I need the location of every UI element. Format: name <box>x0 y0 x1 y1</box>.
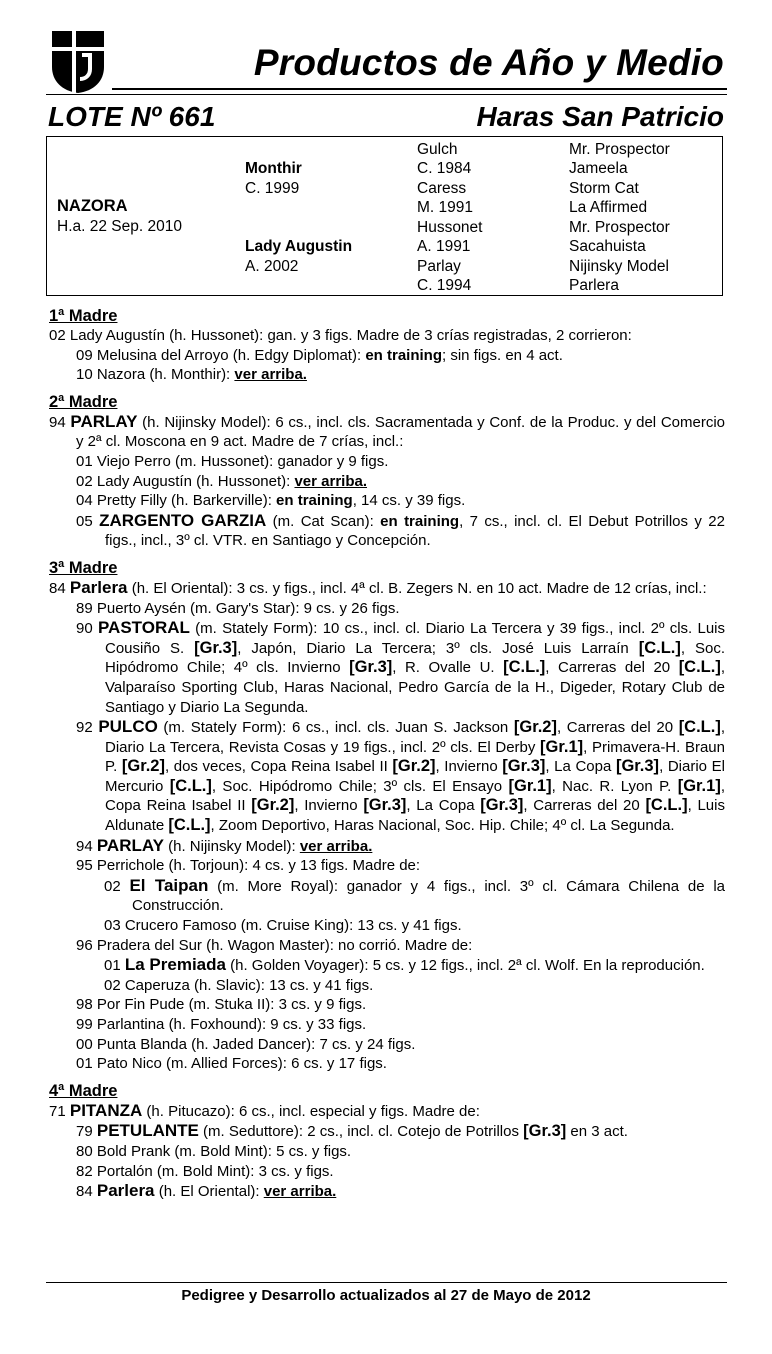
produce-entry: 04 Pretty Filly (h. Barkerville): en training, 14 cs. y 39 figs. <box>76 492 466 510</box>
produce-entry: 98 Por Fin Pude (m. Stuka II): 3 cs. y 9 figs. <box>76 996 367 1014</box>
produce-entry: 95 Perrichole (h. Torjoun): 4 cs. y 13 figs. Madre de: <box>76 857 421 875</box>
great-grandparent: Jameela <box>569 160 628 177</box>
title-rule-thin <box>46 94 727 95</box>
produce-entry: 89 Puerto Aysén (m. Gary's Star): 9 cs. y 26 figs. <box>76 599 400 617</box>
pedigree-table <box>46 136 723 296</box>
grandparent-info: C. 1984 <box>417 160 472 177</box>
family-section <box>49 306 725 1202</box>
produce-entry: 01 Viejo Perro (m. Hussonet): ganador y 9 figs. <box>76 452 389 470</box>
great-grandparent: Sacahuista <box>569 238 646 255</box>
produce-entry: 00 Punta Blanda (h. Jaded Dancer): 7 cs. y 24 figs. <box>76 1035 416 1053</box>
great-grandparent: La Affirmed <box>569 199 648 216</box>
produce-entry: 99 Parlantina (h. Foxhound): 9 cs. y 33 figs. <box>76 1016 367 1033</box>
grand-produce-entry: 02 El Taipan (m. More Royal): ganador y 4 figs., incl. 3º cl. Cámara Chilena de la Construcción. <box>104 875 725 915</box>
grand-produce-entry: 02 Caperuza (h. Slavic): 13 cs. y 41 figs. <box>104 976 374 994</box>
grandparent-name: Caress <box>417 180 467 197</box>
footer-note: Pedigree y Desarrollo actualizados al 27 de Mayo de 2012 <box>181 1287 591 1304</box>
produce-entry: 01 Pato Nico (m. Allied Forces): 6 cs. y 17 figs. <box>76 1055 387 1073</box>
dam-entry: 84 Parlera (h. El Oriental): 3 cs. y figs., incl. 4ª cl. B. Zegers N. en 10 act. Madre de 12 crías, incl.: <box>49 577 707 597</box>
great-grandparent: Mr. Prospector <box>569 219 670 236</box>
grandparent-info: C. 1994 <box>417 277 472 294</box>
fourth-dam-heading: 4ª Madre <box>49 1081 118 1100</box>
produce-entry: 80 Bold Prank (m. Bold Mint): 5 cs. y figs. <box>76 1142 352 1160</box>
haras-logo-icon <box>46 27 110 95</box>
produce-entry: 84 Parlera (h. El Oriental): ver arriba. <box>76 1181 337 1201</box>
produce-entry: 92 PULCO (m. Stately Form): 6 cs., incl. cls. Juan S. Jackson [Gr.2], Carreras del 20 [C.L.], Diario La Tercera, Revista Cosas y 19 figs., incl. 2º cls. El Derby [Gr.1], Primavera-H. Braun P. [Gr.2], dos veces, Copa Reina Isabel II [Gr.2], Invierno [Gr.3], La Copa [Gr.3], Diario El Mercurio [C.L.], Soc. Hipódromo Chile; 3º cls. El Ensayo [Gr.1], Nac. R. Lyon P. [Gr.1], Copa Reina Isabel II [Gr.2], Invierno [Gr.3], La Copa [Gr.3], Carreras del 20 [C.L.], Luis Aldunate [C.L.], Zoom Deportivo, Haras Nacional, Soc. Hip. Chile; 4º cl. La Segunda. <box>76 717 726 835</box>
great-grandparent: Mr. Prospector <box>569 141 670 158</box>
produce-entry: 05 ZARGENTO GARZIA (m. Cat Scan): en training, 7 cs., incl. cl. El Debut Potrillos y 22 figs., incl., 3º cl. VTR. en Santiago y Concepción. <box>76 510 725 550</box>
dam-entry: 02 Lady Augustín (h. Hussonet): gan. y 3 figs. Madre de 3 crías registradas, 2 corrieron: <box>49 327 632 344</box>
lot-number: LOTE Nº 661 <box>48 101 216 132</box>
footer-rule <box>46 1282 727 1283</box>
grandparent-name: Gulch <box>417 141 458 158</box>
breeder-name: Haras San Patricio <box>476 101 724 132</box>
horse-name: NAZORA <box>57 197 128 215</box>
great-grandparent: Nijinsky Model <box>569 258 669 275</box>
sire-info: C. 1999 <box>245 180 300 197</box>
produce-entry: 96 Pradera del Sur (h. Wagon Master): no corrió. Madre de: <box>76 936 473 954</box>
grand-produce-entry: 03 Crucero Famoso (m. Cruise King): 13 cs. y 41 figs. <box>104 917 462 935</box>
produce-entry: 02 Lady Augustín (h. Hussonet): ver arriba. <box>76 472 368 490</box>
dam-info: A. 2002 <box>245 258 299 275</box>
title-rule <box>112 88 727 90</box>
produce-entry: 10 Nazora (h. Monthir): ver arriba. <box>76 366 307 384</box>
dam-entry: 94 PARLAY (h. Nijinsky Model): 6 cs., incl. cls. Sacramentada y Conf. de la Produc. y del Comercio y 2ª cl. Moscona en 9 act. Madre de 7 crías, incl.: <box>49 411 726 451</box>
grandparent-info: M. 1991 <box>417 199 474 216</box>
grandparent-info: A. 1991 <box>417 238 471 255</box>
produce-entry: 94 PARLAY (h. Nijinsky Model): ver arriba. <box>76 835 373 855</box>
produce-entry: 90 PASTORAL (m. Stately Form): 10 cs., incl. cl. Diario La Tercera y 39 figs., incl. 2º cls. Luis Cousiño S. [Gr.3], Japón, Diario La Tercera; 3º cls. José Luis Larraín [C.L.], Soc. Hipódromo Chile; 4º cls. Invierno [Gr.3], R. Ovalle U. [C.L.], Carreras del 20 [C.L.], Valparaíso Sporting Club, Haras Nacional, Pedro García de la H., Digeder, Rotary Club de Santiago y Diario La Segunda. <box>76 618 726 716</box>
sire-name: Monthir <box>245 160 302 177</box>
produce-entry: 82 Portalón (m. Bold Mint): 3 cs. y figs. <box>76 1162 334 1180</box>
grandparent-name: Parlay <box>417 258 461 275</box>
dam-name: Lady Augustin <box>245 238 353 255</box>
grand-produce-entry: 01 La Premiada (h. Golden Voyager): 5 cs. y 12 figs., incl. 2ª cl. Wolf. En la reprodución. <box>104 955 705 975</box>
great-grandparent: Storm Cat <box>569 180 639 197</box>
second-dam-heading: 2ª Madre <box>49 392 118 411</box>
third-dam-heading: 3ª Madre <box>49 558 118 577</box>
produce-entry: 79 PETULANTE (m. Seduttore): 2 cs., incl. cl. Cotejo de Potrillos [Gr.3] en 3 act. <box>76 1121 628 1141</box>
grandparent-name: Hussonet <box>417 219 483 236</box>
page-title: Productos de Año y Medio <box>253 42 724 83</box>
dam-entry: 71 PITANZA (h. Pitucazo): 6 cs., incl. especial y figs. Madre de: <box>49 1100 480 1120</box>
produce-entry: 09 Melusina del Arroyo (h. Edgy Diplomat): en training; sin figs. en 4 act. <box>76 346 563 364</box>
horse-info: H.a. 22 Sep. 2010 <box>57 218 182 235</box>
great-grandparent: Parlera <box>569 277 619 294</box>
first-dam-heading: 1ª Madre <box>49 307 118 325</box>
see-above-link: ver arriba. <box>234 366 307 384</box>
